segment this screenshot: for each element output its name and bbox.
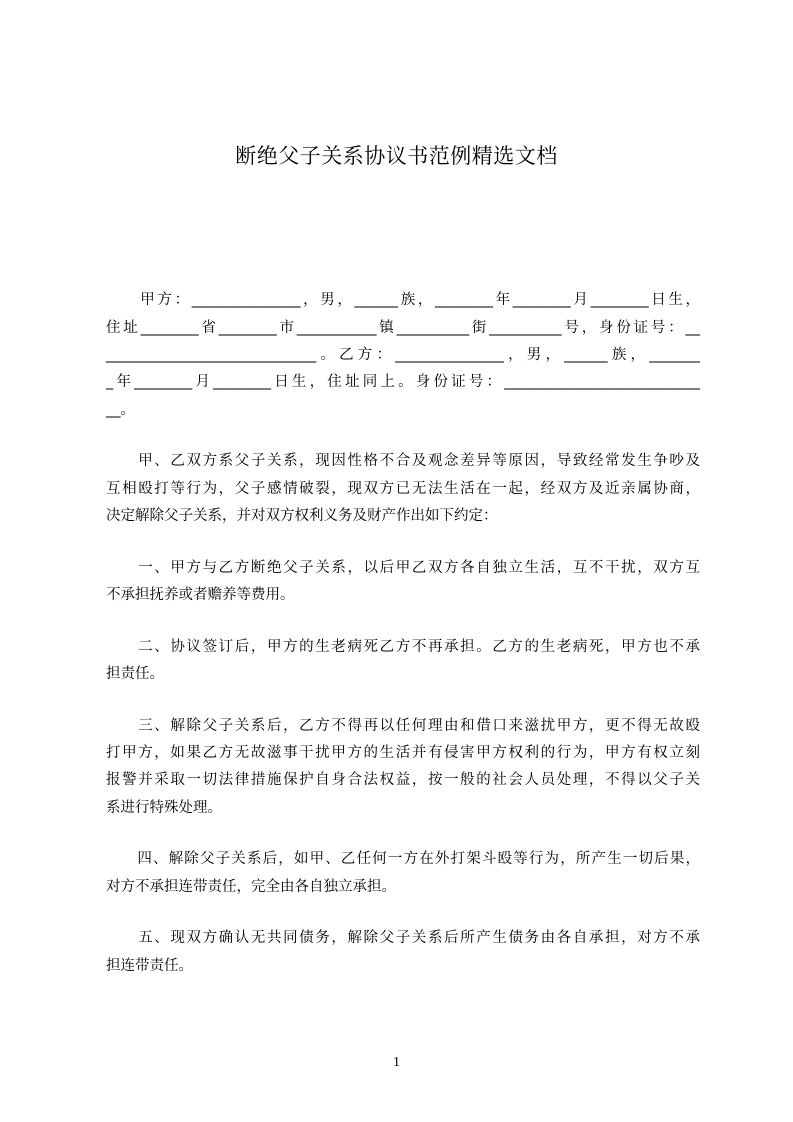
clause-3-line-3: 报警并采取一切法律措施保护自身合法权益，按一般的社会人员处理，不得以父子关 [106,772,700,788]
page-number: 1 [393,1055,400,1070]
clause-3-line-2: 打甲方，如果乙方无故滋事干扰甲方的生活并有侵害甲方权利的行为，甲方有权立刻 [106,745,700,761]
intro-line-3: 决定解除父子关系，并对双方权利义务及财产作出如下约定： [106,508,498,524]
clause-3-line-1: 三、解除父子关系后，乙方不得再以任何理由和借口来滋扰甲方，更不得无故殴 [106,718,700,734]
intro-line-2: 互相殴打等行为，父子感情破裂，现双方已无法生活在一起，经双方及近亲属协商， [106,481,700,497]
clause-5-line-1: 五、现双方确认无共同债务，解除父子关系后所产生债务由各自承担，对方不承 [106,930,700,946]
parties-line-5: __。 [106,402,135,418]
clause-2-line-2: 担责任。 [106,666,164,682]
intro-line-1: 甲、乙双方系父子关系，现因性格不合及观念差异等原因，导致经常发生争吵及 [106,453,700,469]
clause-1-line-1: 一、甲方与乙方断绝父子关系，以后甲乙双方各自独立生活，互不干扰，双方互 [106,560,700,576]
document-title: 断绝父子关系协议书范例精选文档 [235,144,558,168]
parties-line-1: 甲方：_______________，男，______族，________年________月________日生， [106,292,700,308]
parties-line-2: 住址________省________市___________镇__________街__________号，身份证号：__ [106,320,700,336]
clause-4-line-1: 四、解除父子关系后，如甲、乙任何一方在外打架斗殴等行为，所产生一切后果， [106,851,700,867]
clause-1-line-2: 不承担抚养或者赡养等费用。 [106,587,295,603]
clause-3-line-4: 系进行特殊处理。 [106,800,222,816]
parties-line-3: _____________________________。乙方：_______________，男，______族，_______ [106,347,700,363]
clause-4-line-2: 对方不承担连带责任，完全由各自独立承担。 [106,879,396,895]
clause-5-line-2: 担连带责任。 [106,958,193,974]
clause-2-line-1: 二、协议签订后，甲方的生老病死乙方不再承担。乙方的生老病死，甲方也不承 [106,639,700,655]
parties-line-4: _年________月________日生，住址同上。身份证号：___________________________ [106,374,700,390]
